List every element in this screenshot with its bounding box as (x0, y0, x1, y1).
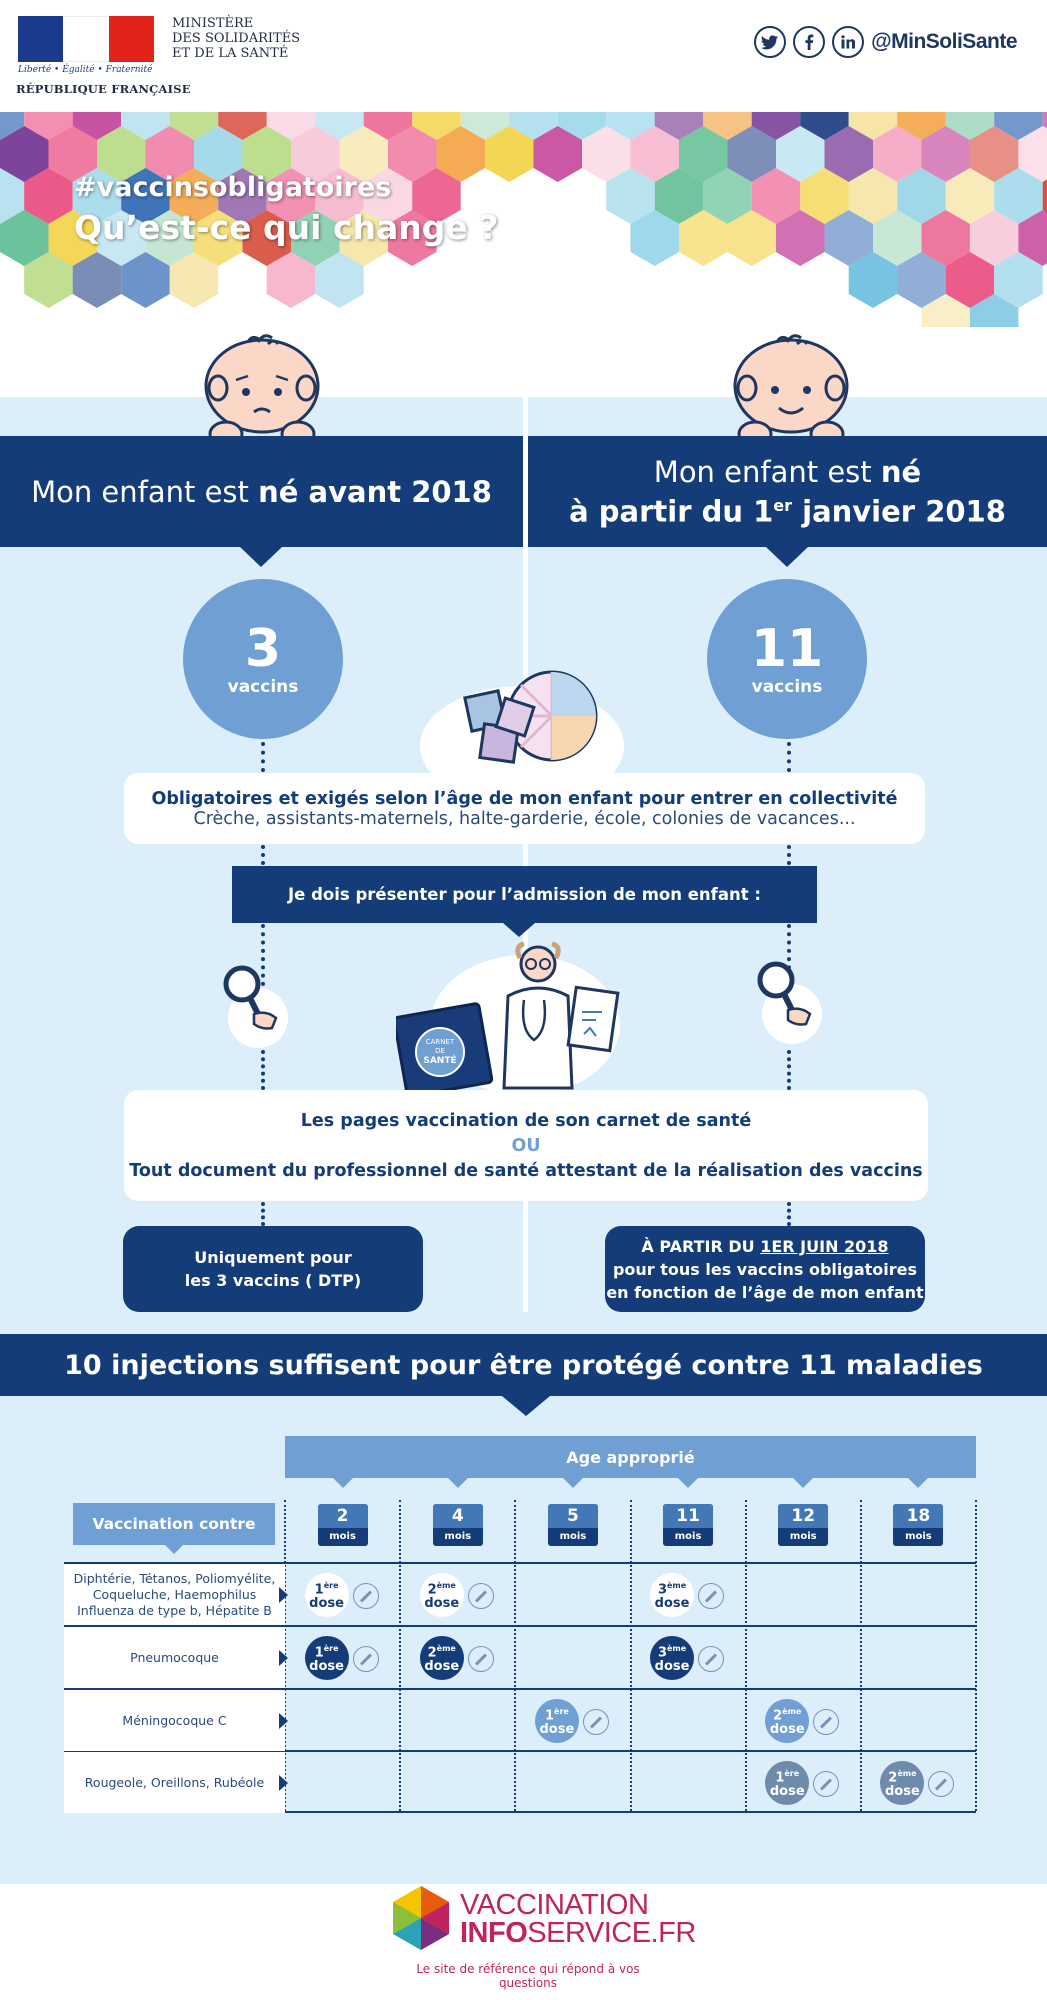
brand-line-2-bold: INFO (460, 1917, 528, 1949)
syringe-icon (583, 1709, 609, 1735)
left-heading-bold: né avant 2018 (258, 474, 492, 509)
left-connector (261, 1050, 265, 1090)
right-heading-date-a: à partir du 1 (569, 494, 774, 529)
dose-ordinal-suffix: ème (782, 1707, 802, 1717)
right-connector (787, 1050, 791, 1090)
month-number: 12 (778, 1504, 828, 1528)
linkedin-icon[interactable] (832, 26, 864, 58)
dose-word: dose (539, 1721, 575, 1737)
right-pill-line-2: pour tous les vaccins obligatoires (612, 1259, 918, 1279)
grid-column-line (860, 1500, 862, 1811)
left-vaccine-label: vaccins (227, 677, 299, 697)
right-connector (787, 742, 791, 772)
row-arrow (279, 1775, 288, 1791)
left-vaccine-count: 3 (244, 619, 282, 679)
dose-number: 2 (427, 1582, 437, 1598)
age-pointer (563, 1478, 583, 1488)
dose-marker (880, 1761, 924, 1805)
dose-number: 1 (314, 1645, 324, 1661)
dose-ordinal-suffix: ème (667, 1644, 687, 1654)
grid-column-line (745, 1500, 747, 1811)
dose-word: dose (309, 1658, 344, 1674)
dose-word: dose (654, 1658, 690, 1674)
month-calendar (318, 1504, 368, 1546)
month-unit: mois (905, 1531, 932, 1542)
dose-marker (305, 1573, 349, 1617)
vaccination-info-service-logo (389, 1884, 453, 1952)
dose-word: dose (769, 1783, 805, 1799)
injections-banner: 10 injections suffisent pour être protégé contre 11 maladies (0, 1334, 1047, 1396)
admission-pointer (503, 923, 535, 937)
grid-column-line (975, 1500, 977, 1811)
dose-number: 2 (888, 1770, 898, 1786)
dose-word: dose (769, 1721, 805, 1737)
dose-word: dose (424, 1658, 460, 1674)
dose-ordinal-suffix: ème (436, 1644, 456, 1654)
injections-pointer (502, 1396, 550, 1416)
month-unit: mois (789, 1531, 817, 1542)
vaccination-header: Vaccination contre (73, 1503, 275, 1545)
month-calendar (433, 1504, 483, 1546)
toys-illustration (460, 664, 600, 774)
row-arrow (279, 1650, 288, 1666)
left-vaccine-count-circle (183, 579, 343, 739)
dose-marker (305, 1636, 349, 1680)
dose-word: dose (885, 1783, 920, 1799)
vaccine-row-label: Pneumocoque (64, 1627, 285, 1688)
banner-headline: Qu’est-ce qui change ? (74, 208, 499, 247)
dose-ordinal-suffix: ère (323, 1644, 339, 1654)
syringe-icon (353, 1583, 379, 1609)
obligation-subtitle: Crèche, assistants-maternels, halte-garderie, école, colonies de vacances... (193, 808, 856, 829)
right-vaccine-count: 11 (750, 619, 824, 679)
right-vaccine-count-circle (707, 579, 867, 739)
syringe-icon (468, 1646, 494, 1672)
syringe-icon (813, 1709, 839, 1735)
syringe-icon (468, 1583, 494, 1609)
ministry-line-3: ET DE LA SANTÉ (172, 46, 289, 61)
obligation-card (124, 773, 925, 844)
dose-marker (420, 1573, 464, 1617)
right-heading-prefix: Mon enfant est (653, 454, 881, 489)
right-pill-line-3: en fonction de l’âge de mon enfant (606, 1282, 924, 1302)
dose-marker (650, 1636, 694, 1680)
carnet-badge-bottom: SANTÉ (423, 1056, 457, 1066)
left-heading-pointer (240, 547, 282, 567)
vaccine-row-label: Méningocoque C (64, 1690, 285, 1751)
month-number: 4 (433, 1504, 483, 1528)
month-number: 11 (663, 1504, 713, 1528)
age-pointer (678, 1478, 698, 1488)
age-pointer (908, 1478, 928, 1488)
republic-logo-flag (18, 16, 154, 62)
month-number: 2 (318, 1504, 368, 1528)
dose-marker (420, 1636, 464, 1680)
age-pointer (448, 1478, 468, 1488)
dose-marker (765, 1761, 809, 1805)
documents-or: OU (511, 1135, 541, 1156)
age-header: Age approprié (285, 1436, 976, 1478)
right-column-heading (528, 436, 1047, 547)
right-heading-date-b: janvier 2018 (792, 494, 1006, 529)
ministry-line-2: DES SOLIDARITÉS (172, 31, 301, 46)
grid-column-line (514, 1500, 516, 1811)
grid-column-line (399, 1500, 401, 1811)
dose-word: dose (309, 1595, 344, 1611)
vaccination-header-pointer (165, 1545, 183, 1554)
dose-number: 1 (775, 1770, 785, 1786)
banner-hashtag: #vaccinsobligatoires (74, 172, 392, 203)
month-unit: mois (559, 1531, 587, 1542)
left-connector (261, 1202, 265, 1226)
month-unit: mois (329, 1531, 356, 1542)
syringe-icon (353, 1646, 379, 1672)
dose-number: 1 (544, 1708, 555, 1724)
dose-number: 2 (427, 1645, 437, 1661)
syringe-icon (698, 1583, 724, 1609)
left-result-pill (123, 1226, 423, 1312)
right-pill-line-1a: À PARTIR DU (641, 1236, 761, 1256)
dose-ordinal-suffix: ère (554, 1707, 569, 1717)
dose-number: 3 (657, 1645, 667, 1661)
right-connector (787, 845, 791, 865)
right-result-pill (605, 1226, 925, 1312)
right-connector (787, 1202, 791, 1226)
right-heading-pointer (766, 547, 808, 567)
left-pill-line-1: Uniquement pour (194, 1248, 352, 1267)
dose-number: 1 (314, 1582, 324, 1598)
obligation-title: Obligatoires et exigés selon l’âge de mon enfant pour entrer en collectivité (151, 788, 898, 809)
dose-ordinal-suffix: ère (784, 1769, 800, 1779)
right-pill-line-1b: 1ER JUIN 2018 (760, 1236, 889, 1256)
grid-column-line (630, 1500, 632, 1811)
documents-line-2: Tout document du professionnel de santé attestant de la réalisation des vaccins (129, 1160, 923, 1181)
documents-line-1: Les pages vaccination de son carnet de santé (300, 1110, 752, 1131)
left-column-heading (0, 436, 523, 547)
republic-motto: Liberté • Égalité • Fraternité (18, 65, 153, 75)
dose-word: dose (654, 1595, 690, 1611)
dose-ordinal-suffix: ème (897, 1769, 917, 1779)
brand-line-2 (460, 1918, 696, 1948)
dose-ordinal-suffix: ère (323, 1581, 339, 1591)
ministry-line-1: MINISTÈRE (172, 16, 254, 31)
month-unit: mois (674, 1531, 702, 1542)
documents-card (124, 1090, 928, 1201)
social-handle[interactable]: @MinSoliSante (871, 30, 1017, 53)
month-calendar (778, 1504, 828, 1546)
dose-ordinal-suffix: ème (436, 1581, 456, 1591)
vaccine-row-label: Diphtérie, Tétanos, Poliomyélite, Coqueluche, Haemophilus Influenza de type b, Hépatite B (64, 1564, 285, 1625)
admission-banner: Je dois présenter pour l’admission de mon enfant : (232, 866, 817, 923)
carnet-badge-top: CARNET (425, 1038, 455, 1046)
right-heading-bold: né (880, 454, 922, 489)
age-pointer (793, 1478, 813, 1488)
dose-marker (765, 1699, 809, 1743)
syringe-icon (928, 1771, 954, 1797)
dose-marker (650, 1573, 694, 1617)
dose-word: dose (424, 1595, 460, 1611)
syringe-icon (698, 1646, 724, 1672)
brand-tagline: Le site de référence qui répond à vos questions (416, 1962, 640, 1990)
dose-ordinal-suffix: ème (667, 1581, 687, 1591)
facebook-icon[interactable] (793, 26, 825, 58)
vaccine-row-label: Rougeole, Oreillons, Rubéole (64, 1752, 285, 1813)
republic-name: RÉPUBLIQUE FRANÇAISE (16, 82, 191, 96)
magnifier-icon (754, 958, 824, 1038)
left-connector (261, 742, 265, 772)
month-calendar (548, 1504, 598, 1546)
age-pointer (333, 1478, 353, 1488)
month-calendar (663, 1504, 713, 1546)
brand-line-2-rest: SERVICE.FR (527, 1917, 696, 1949)
ministry-name (172, 16, 300, 61)
row-arrow (279, 1587, 288, 1603)
left-connector (261, 845, 265, 865)
dose-marker (535, 1699, 579, 1743)
month-number: 5 (548, 1504, 598, 1528)
right-vaccine-label: vaccins (751, 677, 823, 697)
right-heading-date-sup: er (773, 495, 793, 515)
month-calendar (893, 1504, 943, 1546)
left-heading-prefix: Mon enfant est (31, 474, 259, 509)
doctor-illustration (396, 940, 636, 1090)
social-links (754, 26, 1017, 58)
dose-number: 2 (773, 1708, 783, 1724)
month-unit: mois (444, 1531, 472, 1542)
row-arrow (279, 1713, 288, 1729)
magnifier-icon (220, 962, 290, 1042)
month-number: 18 (893, 1504, 943, 1528)
carnet-badge-mid: DE (435, 1047, 445, 1055)
twitter-icon[interactable] (754, 26, 786, 58)
dose-number: 3 (657, 1582, 667, 1598)
brand-line-1: VACCINATION (460, 1889, 649, 1921)
syringe-icon (813, 1771, 839, 1797)
left-pill-line-2: les 3 vaccins ( DTP) (184, 1271, 362, 1290)
